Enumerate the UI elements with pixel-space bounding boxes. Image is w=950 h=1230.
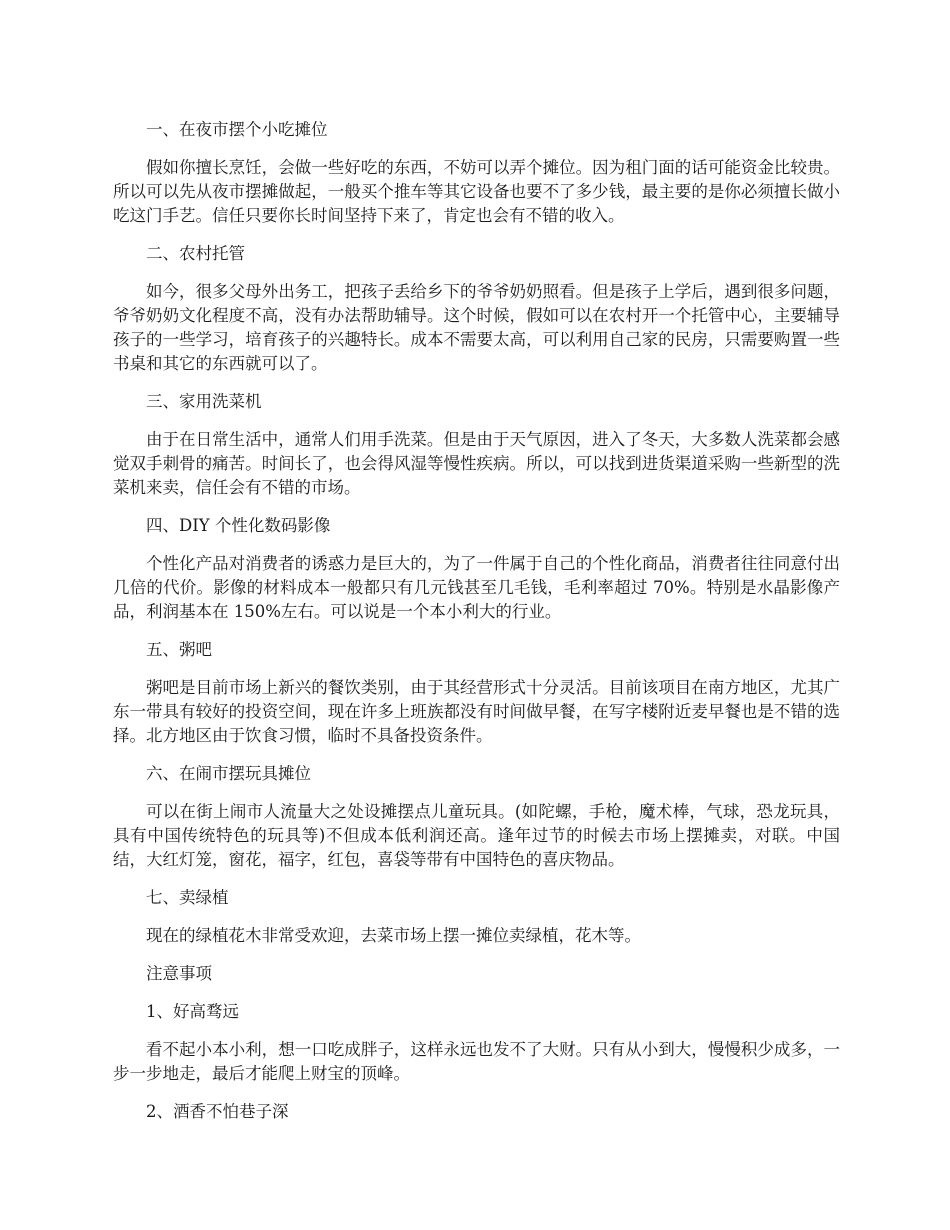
paragraph-4: 个性化产品对消费者的诱惑力是巨大的，为了一件属于自己的个性化商品，消费者往往同意付出几倍的代价。影像的材料成本一般都只有几元钱甚至几毛钱，毛利率超过 70%。特别是水晶影像产品，利润基本在 150%左右。可以说是一个本小利大的行业。 bbox=[113, 554, 840, 621]
paragraph-1: 假如你擅长烹饪，会做一些好吃的东西，不妨可以弄个摊位。因为租门面的话可能资金比较贵。所以可以先从夜市摆摊做起，一般买个推车等其它设备也要不了多少钱，最主要的是你必须擅长做小吃这门手艺。信任只要你长时间坚持下来了，肯定也会有不错的收入。 bbox=[113, 158, 840, 225]
document-page bbox=[113, 118, 840, 1138]
section-heading-6: 六、在闹市摆玩具摊位 bbox=[146, 764, 311, 783]
section-heading-7: 七、卖绿植 bbox=[146, 888, 229, 907]
paragraph-5: 粥吧是目前市场上新兴的餐饮类别，由于其经营形式十分灵活。目前该项目在南方地区，尤其广东一带具有较好的投资空间，现在许多上班族都没有时间做早餐，在写字楼附近麦早餐也是不错的选择。北方地区由于饮食习惯，临时不具备投资条件。 bbox=[113, 678, 840, 745]
note-heading-2: 2、酒香不怕巷子深 bbox=[146, 1102, 289, 1121]
section-heading-3: 三、家用洗菜机 bbox=[146, 392, 262, 411]
section-heading-1: 一、在夜市摆个小吃摊位 bbox=[146, 120, 328, 139]
section-heading-2: 二、农村托管 bbox=[146, 244, 245, 263]
notes-heading: 注意事项 bbox=[146, 964, 212, 983]
section-heading-4: 四、DIY 个性化数码影像 bbox=[146, 516, 331, 535]
paragraph-3: 由于在日常生活中，通常人们用手洗菜。但是由于天气原因，进入了冬天，大多数人洗菜都会感觉双手刺骨的痛苦。时间长了，也会得风湿等慢性疾病。所以，可以找到进货渠道采购一些新型的洗菜机来卖，信任会有不错的市场。 bbox=[113, 430, 840, 497]
paragraph-2: 如今，很多父母外出务工，把孩子丢给乡下的爷爷奶奶照看。但是孩子上学后，遇到很多问题，爷爷奶奶文化程度不高，没有办法帮助辅导。这个时候，假如可以在农村开一个托管中心，主要辅导孩子的一些学习，培育孩子的兴趣特长。成本不需要太高，可以利用自己家的民房，只需要购置一些书桌和其它的东西就可以了。 bbox=[113, 282, 840, 373]
section-heading-5: 五、粥吧 bbox=[146, 640, 212, 659]
paragraph-7: 现在的绿植花木非常受欢迎，去菜市场上摆一摊位卖绿植，花木等。 bbox=[146, 926, 641, 945]
note-paragraph-1: 看不起小本小利，想一口吃成胖子，这样永远也发不了大财。只有从小到大，慢慢积少成多，一步一步地走，最后才能爬上财宝的顶峰。 bbox=[113, 1040, 840, 1083]
note-heading-1: 1、好高骛远 bbox=[146, 1002, 239, 1021]
paragraph-6: 可以在街上闹市人流量大之处设摊摆点儿童玩具。(如陀螺，手枪，魔术棒，气球，恐龙玩具，具有中国传统特色的玩具等)不但成本低利润还高。逢年过节的时候去市场上摆摊卖，对联。中国结，大红灯笼，窗花，福字，红包，喜袋等带有中国特色的喜庆物品。 bbox=[113, 802, 840, 869]
